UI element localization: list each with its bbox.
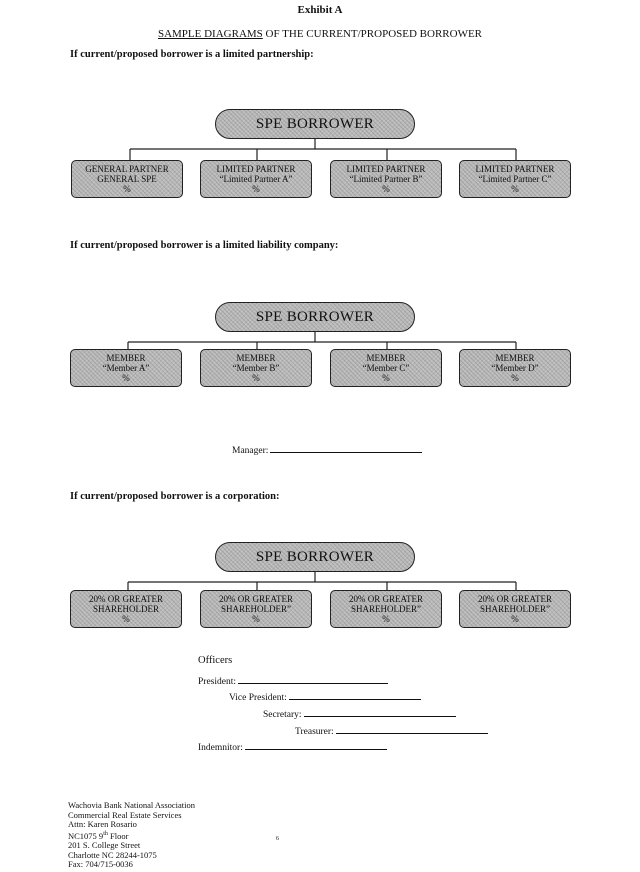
box-line: “Limited Partner C” [478,174,552,184]
vice-president-blank-line[interactable] [289,690,421,700]
footer-line: Commercial Real Estate Services [68,809,182,820]
box-line: 20% OR GREATER [89,594,163,604]
box-line: “Limited Partner A” [219,174,293,184]
footer-address [68,801,195,870]
box-line: LIMITED PARTNER [216,164,296,174]
box-line: SHAREHOLDER” [221,604,291,614]
box-line: “Member B” [232,363,280,373]
section-heading-lp: If current/proposed borrower is a limited partnership: [70,49,314,60]
box-percent: % [122,373,130,383]
footer-line: 201 S. College Street [68,840,141,851]
secretary-blank-line[interactable] [304,707,456,717]
box-line: MEMBER [366,353,406,363]
diagram-limited-partnership [0,109,640,219]
box-percent: % [511,184,519,194]
box-line: 20% OR GREATER [349,594,423,604]
box-percent: % [511,373,519,383]
box-line: GENERAL SPE [97,174,157,184]
box-line: “Member C” [362,363,410,373]
limited-partner-c-box [459,160,571,198]
spe-borrower-box: SPE BORROWER [215,542,415,572]
footer-line: Charlotte NC 28244-1075 [68,849,157,860]
footer-line: Wachovia Bank National Association [68,800,196,810]
manager-blank-line[interactable] [270,443,422,453]
section-heading-corporation: If current/proposed borrower is a corporation: [70,491,280,502]
president-blank-line[interactable] [238,674,388,684]
document-subtitle [0,28,640,40]
box-percent: % [382,373,390,383]
page-number: 6 [276,836,279,842]
box-percent: % [252,184,260,194]
exhibit-title: Exhibit A [297,4,343,16]
shareholder-3-box [330,590,442,628]
treasurer-blank-line[interactable] [336,724,488,734]
indemnitor-blank-line[interactable] [245,740,387,750]
subtitle-rest: OF THE CURRENT/PROPOSED BORROWER [262,28,483,40]
box-percent: % [252,614,260,624]
subtitle-underlined: SAMPLE DIAGRAMS [157,28,263,40]
box-line: MEMBER [106,353,146,363]
vice-president-label: Vice President: [229,693,287,703]
box-line: SHAREHOLDER [92,604,159,614]
box-line: “Limited Partner B” [349,174,423,184]
shareholder-4-box [459,590,571,628]
box-line: 20% OR GREATER [478,594,552,604]
member-c-box [330,349,442,387]
section-heading-llc: If current/proposed borrower is a limited liability company: [70,240,339,251]
box-percent: % [382,184,390,194]
footer-line: Fax: 704/715-0036 [68,859,133,870]
secretary-label: Secretary: [263,710,302,720]
box-line: LIMITED PARTNER [346,164,426,174]
manager-field [232,443,422,456]
limited-partner-b-box [330,160,442,198]
spe-borrower-box: SPE BORROWER [215,109,415,139]
spe-borrower-box: SPE BORROWER [215,302,415,332]
footer-line-sup: th [103,830,108,837]
box-line: “Member A” [102,363,150,373]
footer-line-part: Floor [107,830,129,841]
box-line: LIMITED PARTNER [475,164,555,174]
diagram-llc [0,302,640,412]
shareholder-1-box [70,590,182,628]
officers-label: Officers [198,655,233,666]
box-percent: % [252,373,260,383]
footer-line: Attn: Karen Rosario [68,819,137,830]
box-percent: % [123,184,131,194]
box-percent: % [382,614,390,624]
president-field [198,674,388,687]
member-d-box [459,349,571,387]
general-partner-box [71,160,183,198]
box-line: MEMBER [236,353,276,363]
secretary-field [263,707,456,720]
indemnitor-label: Indemnitor: [198,743,243,753]
treasurer-field [295,724,488,737]
limited-partner-a-box [200,160,312,198]
box-line: SHAREHOLDER” [480,604,550,614]
vice-president-field [229,690,421,703]
footer-line-part: NC1075 9 [68,830,104,841]
box-line: SHAREHOLDER” [351,604,421,614]
treasurer-label: Treasurer: [295,727,334,737]
box-percent: % [511,614,519,624]
member-b-box [200,349,312,387]
manager-label: Manager: [232,446,269,456]
box-line: GENERAL PARTNER [85,164,169,174]
box-line: MEMBER [495,353,535,363]
member-a-box [70,349,182,387]
box-line: “Member D” [491,363,539,373]
indemnitor-field [198,740,387,753]
president-label: President: [198,677,236,687]
diagram-corporation [0,542,640,652]
shareholder-2-box [200,590,312,628]
box-percent: % [122,614,130,624]
box-line: 20% OR GREATER [219,594,293,604]
